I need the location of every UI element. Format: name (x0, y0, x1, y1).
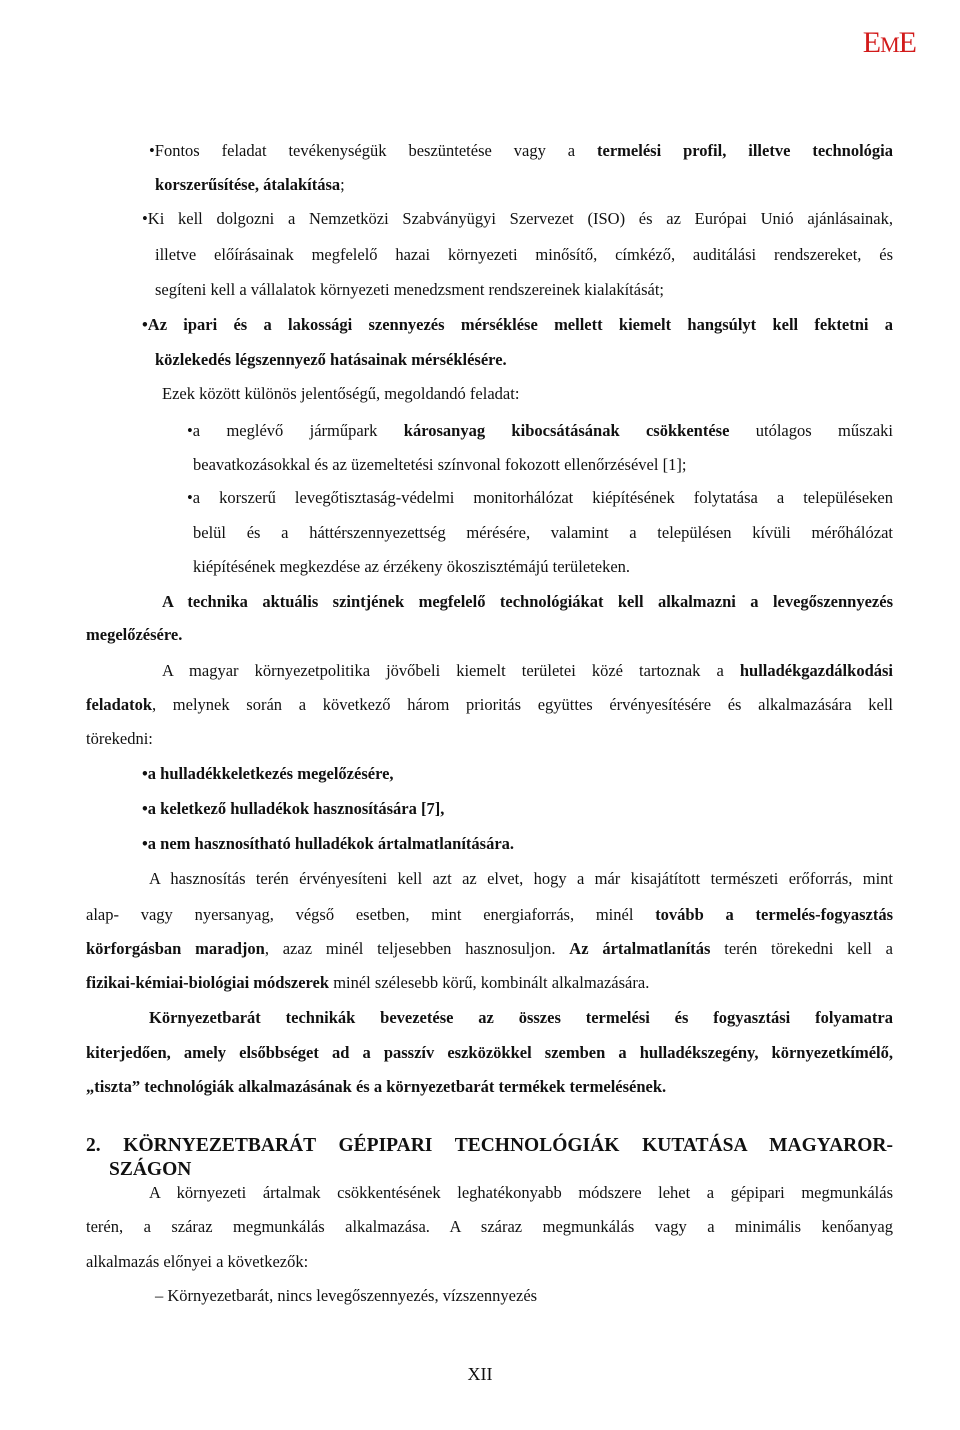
paragraph-line: „tiszta” technológiák alkalmazásának és a környezetbarát termékek termelésének. (86, 1077, 667, 1096)
paragraph-line: alap- vagy nyersanyag, végső esetben, mint energiaforrás, minél tovább a termelés-fogyasztás (86, 905, 893, 924)
section-heading: 2. KÖRNYEZETBARÁT GÉPIPARI TECHNOLÓGIÁK KUTATÁSA MAGYAROR- (86, 1135, 893, 1156)
sub-bullet-line: •a korszerű levegőtisztaság-védelmi monitorhálózat kiépítésének folytatása a településeken (187, 488, 893, 507)
bullet-line: illetve előírásainak megfelelő hazai környezeti minősítő, címkéző, auditálási rendszereket, és (155, 245, 893, 264)
paragraph-line: terén, a száraz megmunkálás alkalmazása. A száraz megmunkálás vagy a minimális kenőanyag (86, 1217, 893, 1236)
paragraph-line: kiterjedően, amely elsőbbséget ad a passzív eszközökkel szemben a hulladékszegény, környezetkímélő, (86, 1043, 893, 1062)
sub-bullet-line: beavatkozásokkal és az üzemeltetési színvonal fokozott ellenőrzésével [1]; (193, 455, 687, 474)
paragraph-line: A magyar környezetpolitika jövőbeli kiemelt területei közé tartoznak a hulladékgazdálkodási (162, 661, 893, 680)
page-number: XII (467, 1364, 493, 1384)
waste-bullet: •a keletkező hulladékok hasznosítására [7], (142, 799, 445, 818)
paragraph-line: feladatok, melynek során a következő három prioritás együttes érvényesítésére és alkalmazására kell (86, 695, 893, 714)
paragraph-line: A környezeti ártalmak csökkentésének leghatékonyabb módszere lehet a gépipari megmunkálás (149, 1183, 893, 1202)
paragraph-line: fizikai-kémiai-biológiai módszerek minél szélesebb körű, kombinált alkalmazására. (86, 973, 650, 992)
section-heading: SZÁGON (109, 1159, 192, 1180)
sub-bullet-line: •a meglévő járműpark károsanyag kibocsátásának csökkentése utólagos műszaki (187, 421, 893, 440)
paragraph-line: törekedni: (86, 729, 153, 748)
paragraph-line: körforgásban maradjon, azaz minél teljesebben hasznosuljon. Az ártalmatlanítás terén törekedni kell a (86, 939, 893, 958)
bullet-line: •Fontos feladat tevékenységük beszüntetése vagy a termelési profil, illetve technológia (149, 141, 894, 160)
paragraph-line: Környezetbarát technikák bevezetése az összes termelési és fogyasztási folyamatra (149, 1008, 893, 1027)
bullet-line: közlekedés légszennyező hatásainak mérséklésére. (155, 350, 507, 369)
paragraph-line: Ezek között különös jelentőségű, megoldandó feladat: (162, 384, 520, 403)
sub-bullet-line: belül és a háttérszennyezettség mérésére, valamint a településen kívüli mérőhálózat (193, 523, 893, 542)
dash-item: – Környezetbarát, nincs levegőszennyezés, vízszennyezés (155, 1286, 538, 1305)
paragraph-line: alkalmazás előnyei a következők: (86, 1252, 309, 1271)
bullet-line: •Ki kell dolgozni a Nemzetközi Szabványügyi Szervezet (ISO) és az Európai Unió ajánlásainak, (142, 209, 893, 228)
bullet-line: segíteni kell a vállalatok környezeti menedzsment rendszereinek kialakítását; (155, 280, 665, 299)
paragraph-line: A technika aktuális szintjének megfelelő technológiákat kell alkalmazni a levegőszennyezés (162, 592, 893, 611)
paragraph-line: A hasznosítás terén érvényesíteni kell azt az elvet, hogy a már kisajátított természeti erőforrás, mint (149, 869, 893, 888)
bullet-line: •Az ipari és a lakossági szennyezés mérséklése mellett kiemelt hangsúlyt kell fektetni a (142, 315, 893, 334)
waste-bullet: •a hulladékkeletkezés megelőzésére, (142, 764, 394, 783)
header-logo: EME (862, 26, 916, 59)
paragraph-line: megelőzésére. (86, 625, 183, 644)
bullet-line: korszerűsítése, átalakítása; (155, 175, 345, 194)
waste-bullet: •a nem hasznosítható hulladékok ártalmatlanítására. (142, 834, 515, 853)
sub-bullet-line: kiépítésének megkezdése az érzékeny ökoszisztémájú területeken. (193, 557, 631, 576)
